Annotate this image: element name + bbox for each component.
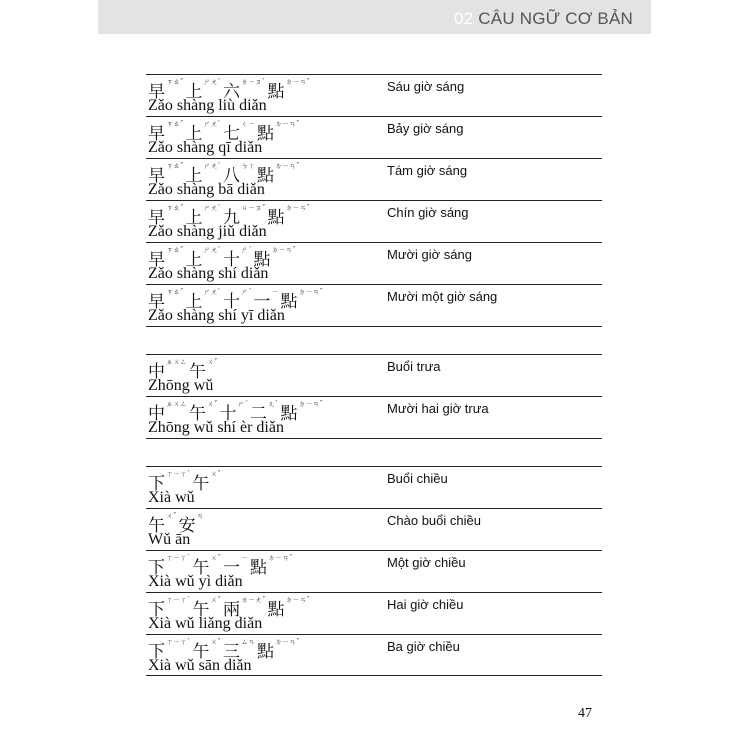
vietnamese-translation: Buổi chiều [387, 471, 448, 486]
vietnamese-translation: Bảy giờ sáng [387, 121, 464, 136]
chinese-text: 早$^{ㄗㄠˇ}$ 上$^{ㄕㄤˋ}$ 十$^{ㄕˊ}$ 一$^ㄧ$ 點$^{ㄉㄧㄢˇ}$ [148, 288, 323, 312]
table-row [146, 116, 602, 158]
pinyin-text: Xià wǔ [148, 489, 195, 506]
table-row [146, 592, 602, 634]
chinese-text: 下$^{ㄒㄧㄚˋ}$ 午$^{ㄨˇ}$ [148, 470, 221, 494]
chinese-text: 早$^{ㄗㄠˇ}$ 上$^{ㄕㄤˋ}$ 六$^{ㄌㄧㄡˋ}$ 點$^{ㄉㄧㄢˇ}$ [148, 78, 310, 102]
pinyin-text: Zǎo shàng liù diǎn [148, 97, 267, 114]
vietnamese-translation: Tám giờ sáng [387, 163, 468, 178]
chinese-text: 下$^{ㄒㄧㄚˋ}$ 午$^{ㄨˇ}$ 一$^ㄧ$ 點$^{ㄉㄧㄢˇ}$ [148, 554, 293, 578]
phrase-table [146, 74, 602, 676]
pinyin-text: Zhōng wǔ [148, 377, 214, 394]
pinyin-text: Zhōng wǔ shí èr diǎn [148, 419, 284, 436]
pinyin-text: Zǎo shàng shí diǎn [148, 265, 269, 282]
table-row [146, 284, 602, 326]
chinese-text: 下$^{ㄒㄧㄚˋ}$ 午$^{ㄨˇ}$ 兩$^{ㄌㄧㄤˇ}$ 點$^{ㄉㄧㄢˇ}$ [148, 596, 310, 620]
vietnamese-translation: Ba giờ chiều [387, 639, 460, 654]
pinyin-text: Wǔ ān [148, 531, 191, 548]
pinyin-text: Xià wǔ yì diǎn [148, 573, 243, 590]
pinyin-text: Zǎo shàng qī diǎn [148, 139, 263, 156]
table-row [146, 158, 602, 200]
vietnamese-translation: Một giờ chiều [387, 555, 466, 570]
pinyin-text: Zǎo shàng jiǔ diǎn [148, 223, 267, 240]
pinyin-text: Zǎo shàng bā diǎn [148, 181, 265, 198]
page-number: 47 [578, 706, 592, 721]
table-row [146, 74, 602, 116]
chinese-text: 早$^{ㄗㄠˇ}$ 上$^{ㄕㄤˋ}$ 九$^{ㄐㄧㄡˇ}$ 點$^{ㄉㄧㄢˇ}$ [148, 204, 310, 228]
table-row [146, 550, 602, 592]
pinyin-text: Zǎo shàng shí yī diǎn [148, 307, 285, 324]
group-separator [146, 326, 602, 354]
pinyin-text: Xià wǔ liǎng diǎn [148, 615, 263, 632]
chinese-text: 早$^{ㄗㄠˇ}$ 上$^{ㄕㄤˋ}$ 七$^{ㄑㄧ}$ 點$^{ㄉㄧㄢˇ}$ [148, 120, 300, 144]
vietnamese-translation: Mười một giờ sáng [387, 289, 498, 304]
table-row [146, 242, 602, 284]
vietnamese-translation: Mười hai giờ trưa [387, 401, 489, 416]
section-number: 02 [453, 9, 474, 28]
section-title [454, 9, 633, 29]
chinese-text: 早$^{ㄗㄠˇ}$ 上$^{ㄕㄤˋ}$ 十$^{ㄕˊ}$ 點$^{ㄉㄧㄢˇ}$ [148, 246, 296, 270]
vietnamese-translation: Chào buổi chiều [387, 513, 481, 528]
chinese-text: 下$^{ㄒㄧㄚˋ}$ 午$^{ㄨˇ}$ 三$^{ㄙㄢ}$ 點$^{ㄉㄧㄢˇ}$ [148, 638, 300, 662]
table-row [146, 634, 602, 676]
vietnamese-translation: Chín giờ sáng [387, 205, 469, 220]
table-row [146, 508, 602, 550]
chinese-text: 午$^{ㄨˇ}$ 安$^ㄢ$ [148, 512, 204, 536]
chinese-text: 中$^{ㄓㄨㄥ}$ 午$^{ㄨˇ}$ 十$^{ㄕˊ}$ 二$^{ㄦˋ}$ 點$^{ㄉㄧㄢˇ}$ [148, 400, 323, 424]
vietnamese-translation: Buổi trưa [387, 359, 441, 374]
table-row [146, 200, 602, 242]
vietnamese-translation: Hai giờ chiều [387, 597, 464, 612]
table-row [146, 396, 602, 438]
table-row [146, 466, 602, 508]
page-header [98, 0, 651, 34]
pinyin-text: Xià wǔ sān diǎn [148, 657, 252, 674]
vietnamese-translation: Mười giờ sáng [387, 247, 473, 262]
chinese-text: 早$^{ㄗㄠˇ}$ 上$^{ㄕㄤˋ}$ 八$^{ㄅㄚ}$ 點$^{ㄉㄧㄢˇ}$ [148, 162, 300, 186]
section-title-text: CÂU NGỮ CƠ BẢN [478, 9, 633, 28]
table-row [146, 354, 602, 396]
chinese-text: 中$^{ㄓㄨㄥ}$ 午$^{ㄨˇ}$ [148, 358, 218, 382]
vietnamese-translation: Sáu giờ sáng [387, 79, 465, 94]
group-separator [146, 438, 602, 466]
